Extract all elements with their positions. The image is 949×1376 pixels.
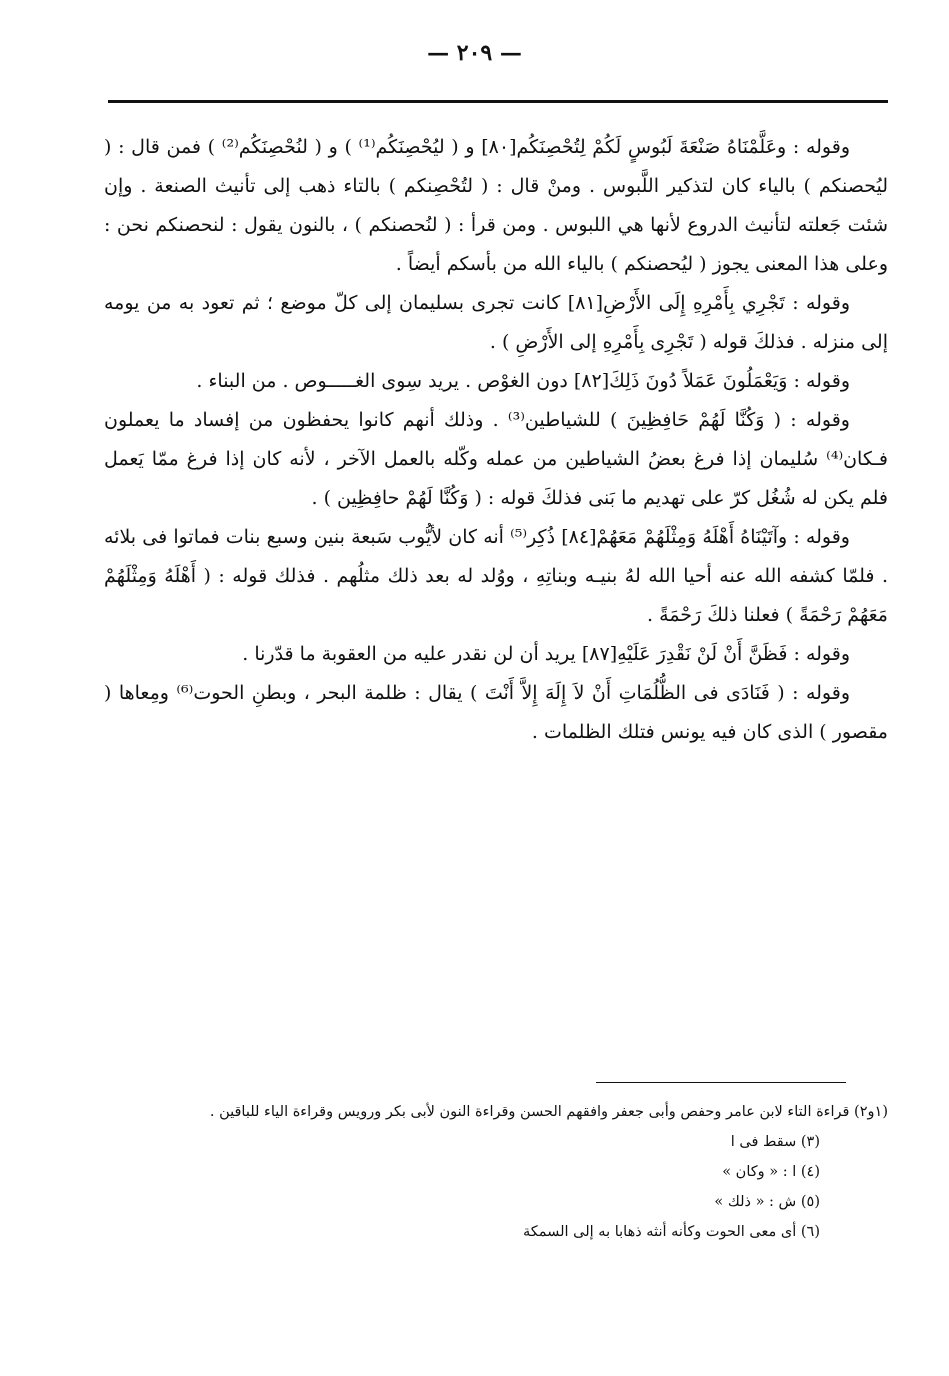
paragraph-6: وقوله : فَظَنَّ أَنْ لَنْ نَقْدِرَ عَلَيْهِ[٨٧] يريد أن لن نقدر عليه من العقوبة ما قدّرنا . — [242, 643, 850, 665]
paragraph-3: وقوله : وَيَعْمَلُونَ عَمَلاً دُونَ ذَلِكَ[٨٢] دون الغوْص . يريد سِوى الغـــــوص . من البناء . — [196, 370, 850, 392]
footnote-1-2: (١و٢) قراءة التاء لابن عامر وحفص وأبى جعفر وافقهم الحسن وقراءة النون لأبى بكر ورويس وقراءة الياء للباقين . — [209, 1104, 888, 1120]
paragraph-1: وقوله : وعَلَّمْنَاهُ صَنْعَةَ لَبُوسٍ لَكُمْ لِتُحْصِنَكُم[٨٠] و ( ليُحْصِنَكُم⁽¹⁾ ) و ( لنُحْصِنَكُم⁽²⁾ ) فمن قال : ( ليُحصنكم ) بالياء كان لتذكير اللَّبوس . ومنْ قال : ( لتُحْصِنكم ) بالتاء ذهب إلى تأنيث الصنعة . وإن شئت جَعلته لتأنيث الدروع لأنها هي اللبوس . ومن قرأ : ( لنُحصنكم ) ، بالنون يقول : لنحصنكم نحن : وعلى هذا المعنى يجوز ( ليُحصنكم ) بالياء الله من بأسكم أيضاً . — [104, 136, 888, 275]
footnote-6: (٦) أى معى الحوت وكأنه أنثه ذهابا به إلى السمكة — [523, 1224, 820, 1240]
footnote-3: (٣) سقط فى ا — [730, 1134, 820, 1150]
paragraph-7: وقوله : ( فَنَادَى فى الظُّلُمَاتِ أَنْ لاَ إِلَهَ إِلاَّ أَنْتَ ) يقال : ظلمة البحر ، وبطنِ الحوت⁽⁶⁾ ومِعاها ( مقصور ) الذى كان فيه يونس فتلك الظلمات . — [104, 682, 888, 743]
main-text — [104, 128, 888, 752]
paragraph-5: وقوله : وآتَيْنَاهُ أَهْلَهُ وَمِثْلَهُمْ مَعَهُمْ[٨٤] ذُكِر⁽⁵⁾ أنه كان لأيُّوب سَبعة بنين وسبع بنات فماتوا فى بلائه . فلمّا كشفه الله عنه أحيا الله لهُ بنيـه وبناتِهِ ، ووُلد له بعد ذلك مثلُهم . فذلك قوله : ( أَهْلَهُ وَمِثْلَهُمْ مَعَهُمْ رَحْمَةً ) فعلنا ذلكَ رَحْمَةً . — [104, 526, 888, 626]
footnotes — [104, 1097, 888, 1247]
footnote-5: (٥) ش : « ذلك » — [714, 1194, 820, 1210]
footnote-4: (٤) ا : « وكان » — [722, 1164, 820, 1180]
page-number: — ٢٠٩ — — [427, 40, 522, 66]
paragraph-2: وقوله : تَجْرِي بِأَمْرِهِ إِلَى الأَرْضِ[٨١] كانت تجرى بسليمان إلى كلّ موضع ؛ ثم تعود به من يومه إلى منزله . فذلكَ قوله ( تَجْرِى بِأَمْرِهِ إلى الأَرْضِ ) . — [104, 292, 888, 353]
footnote-rule — [596, 1082, 846, 1083]
header-rule — [108, 100, 888, 103]
paragraph-4: وقوله : ( وَكُنَّا لَهُمْ حَافِظِينَ ) للشياطين⁽³⁾ . وذلك أنهم كانوا يحفظون من إفساد ما يعملون فـكان⁽⁴⁾ سُليمان إذا فرغ بعضُ الشياطين من عمله وكّله بالعمل الآخر ، لأنه كان إذا فرغ ممّا يَعمل فلم يكن له شُغُل كرّ على تهديم ما بَنى فذلكَ قوله : ( وَكُنَّا لَهُمْ حافِظِين ) . — [104, 409, 888, 509]
